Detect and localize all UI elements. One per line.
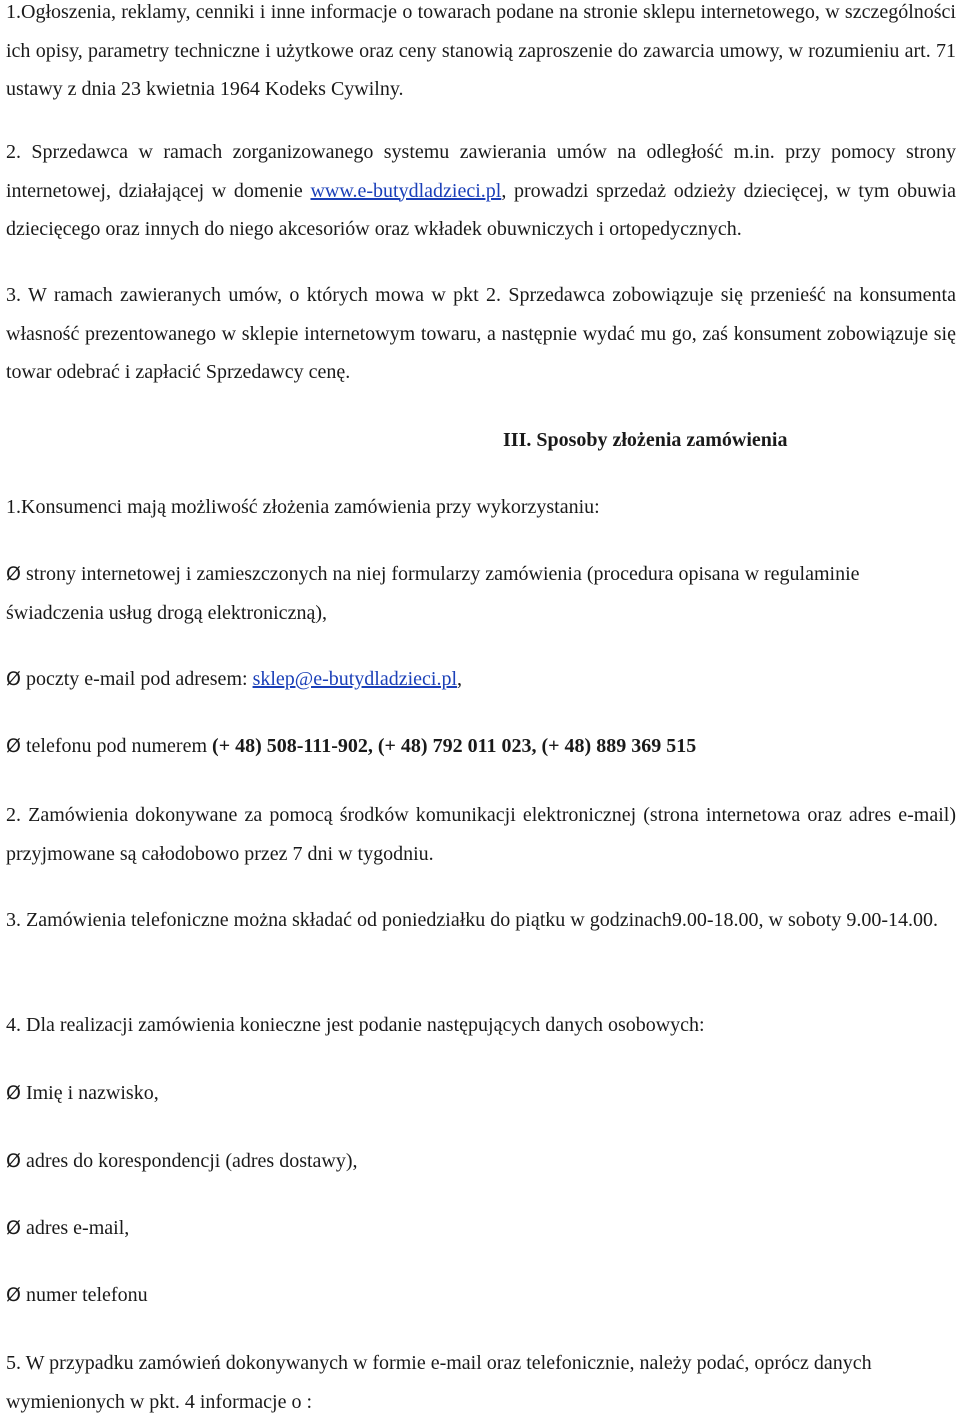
bullet-arrow-icon: Ø xyxy=(6,1217,21,1239)
order-intro: 1.Konsumenci mają możliwość złożenia zamówienia przy wykorzystaniu: xyxy=(6,496,600,518)
shop-email-link[interactable]: sklep@e-butydladzieci.pl xyxy=(252,668,458,690)
phone-prefix: telefonu pod numerem xyxy=(25,735,213,757)
paragraph-3-text: 3. W ramach zawieranych umów, o których mowa w pkt 2. Sprzedawca zobowiązuje się przenieść na konsumenta własność prezentowanego w sklepie internetowym towaru, a następnie wydać mu go, zaś konsument zobowiązuje się towar odebrać i zapłacić Sprzedawcy cenę. xyxy=(6,284,956,383)
email-prefix: poczty e-mail pod adresem: xyxy=(25,668,253,690)
bullet-arrow-icon: Ø xyxy=(6,1082,21,1104)
data-item-name-text: Imię i nazwisko, xyxy=(25,1082,159,1104)
data-item-email-text: adres e-mail, xyxy=(25,1217,130,1239)
order-paragraph-3-text: 3. Zamówienia telefoniczne można składać od poniedziałku do piątku w godzinach9.00-18.00, w soboty 9.00-14.00. xyxy=(6,909,938,931)
paragraph-3 xyxy=(6,276,956,392)
bullet-arrow-icon: Ø xyxy=(6,1150,21,1172)
bullet-website-text: strony internetowej i zamieszczonych na niej formularzy zamówienia (procedura opisana w regulaminie świadczenia usług drogą elektroniczną), xyxy=(6,563,860,624)
bullet-arrow-icon: Ø xyxy=(6,563,21,585)
order-paragraph-2-text: 2. Zamówienia dokonywane za pomocą środków komunikacji elektronicznej (strona internetowa oraz adres e-mail) przyjmowane są całodobowo przez 7 dni w tygodniu. xyxy=(6,804,956,865)
email-suffix: , xyxy=(457,668,463,690)
order-paragraph-2 xyxy=(6,796,956,873)
bullet-email xyxy=(6,661,462,697)
data-item-address-text: adres do korespondencji (adres dostawy), xyxy=(25,1150,358,1172)
bullet-arrow-icon: Ø xyxy=(6,668,21,690)
data-item-address xyxy=(6,1143,358,1179)
data-item-email xyxy=(6,1210,129,1246)
bullet-phone xyxy=(6,728,696,764)
paragraph-1-text: 1.Ogłoszenia, reklamy, cenniki i inne informacje o towarach podane na stronie sklepu internetowego, w szczególności ich opisy, parametry techniczne i użytkowe oraz ceny stanowią zaproszenie do zawarcia umowy, w rozumieniu art. 71 ustawy z dnia 23 kwietnia 1964 Kodeks Cywilny. xyxy=(6,1,956,100)
data-item-phone-text: numer telefonu xyxy=(25,1284,148,1306)
paragraph-2-text-before: 2. Sprzedawca w ramach zorganizowanego systemu zawierania umów na odległość m.in. przy pomocy strony internetowej, działającej w domenie xyxy=(6,141,956,202)
order-paragraph-5-text: 5. W przypadku zamówień dokonywanych w formie e-mail oraz telefonicznie, należy podać, oprócz danych wymienionych w pkt. 4 informacje o : xyxy=(6,1352,872,1413)
data-item-phone xyxy=(6,1277,148,1313)
bullet-arrow-icon: Ø xyxy=(6,1284,21,1306)
order-paragraph-4: 4. Dla realizacji zamówienia konieczne jest podanie następujących danych osobowych: xyxy=(6,1014,705,1036)
shop-website-link[interactable]: www.e-butydladzieci.pl xyxy=(310,179,502,202)
bullet-website xyxy=(6,555,956,632)
order-paragraph-5 xyxy=(6,1344,906,1421)
paragraph-2 xyxy=(6,133,956,249)
paragraph-1 xyxy=(6,0,956,109)
section-heading: III. Sposoby złożenia zamówienia xyxy=(503,429,788,451)
paragraph-2-text-after: , prowadzi sprzedaż odzieży dziecięcej, w tym obuwia dziecięcego oraz innych do niego akcesoriów oraz wkładek obuwniczych i ortopedycznych. xyxy=(6,179,957,240)
phone-numbers: (+ 48) 508-111-902, (+ 48) 792 011 023, (+ 48) 889 369 515 xyxy=(212,735,697,757)
bullet-arrow-icon: Ø xyxy=(6,735,21,757)
order-paragraph-3 xyxy=(6,901,956,940)
data-item-name xyxy=(6,1075,159,1111)
